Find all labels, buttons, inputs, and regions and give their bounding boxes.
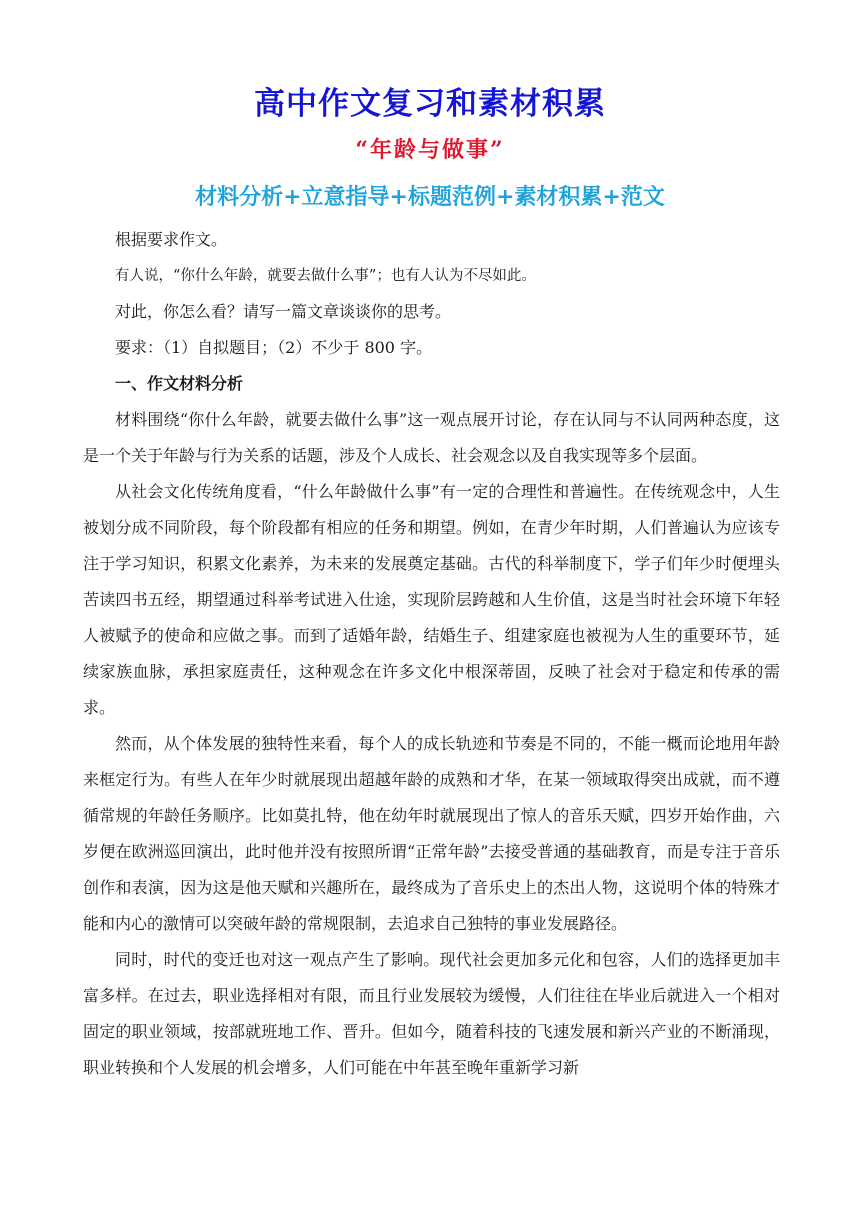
page-subtitle: “年龄与做事” bbox=[355, 137, 505, 163]
paragraph: 从社会文化传统角度看，“什么年龄做什么事”有一定的合理性和普遍性。在传统观念中，人生被划分成不同阶段，每个阶段都有相应的任务和期望。例如，在青少年时期，人们普遍认为应该专注于学习知识，积累文化素养，为未来的发展奠定基础。古代的科举制度下，学子们年少时便埋头苦读四书五经，期望通过科举考试进入仕途，实现阶层跨越和人生价值，这是当时社会环境下年轻人被赋予的使命和应做之事。而到了适婚年龄，结婚生子、组建家庭也被视为人生的重要环节，延续家族血脉，承担家庭责任，这种观念在许多文化中根深蒂固，反映了社会对于稳定和传承的需求。 bbox=[83, 482, 780, 717]
document-body bbox=[83, 222, 780, 1086]
paragraph: 同时，时代的变迁也对这一观点产生了影响。现代社会更加多元化和包容，人们的选择更加丰富多样。在过去，职业选择相对有限，而且行业发展较为缓慢，人们往往在毕业后就进入一个相对固定的职业领域，按部就班地工作、晋升。但如今，随着科技的飞速发展和新兴产业的不断涌现，职业转换和个人发展的机会增多，人们可能在中年甚至晚年重新学习新 bbox=[83, 950, 780, 1077]
section-heading: 一、作文材料分析 bbox=[115, 374, 244, 393]
prompt-line-4: 要求：（1）自拟题目；（2）不少于 800 字。 bbox=[115, 338, 433, 357]
prompt-line-2: 有人说，“你什么年龄，就要去做什么事”；也有人认为不尽如此。 bbox=[115, 268, 536, 284]
prompt-line-3: 对此，你怎么看？请写一篇文章谈谈你的思考。 bbox=[115, 302, 452, 321]
paragraph: 材料围绕“你什么年龄，就要去做什么事”这一观点展开讨论，存在认同与不认同两种态度，这是一个关于年龄与行为关系的话题，涉及个人成长、社会观念以及自我实现等多个层面。 bbox=[83, 410, 780, 465]
page-subtitle-sections: 材料分析+立意指导+标题范例+素材积累+范文 bbox=[195, 184, 665, 210]
prompt-line-1: 根据要求作文。 bbox=[115, 230, 228, 249]
paragraph: 然而，从个体发展的独特性来看，每个人的成长轨迹和节奏是不同的，不能一概而论地用年龄来框定行为。有些人在年少时就展现出超越年龄的成熟和才华，在某一领域取得突出成就，而不遵循常规的年龄任务顺序。比如莫扎特，他在幼年时就展现出了惊人的音乐天赋，四岁开始作曲，六岁便在欧洲巡回演出，此时他并没有按照所谓“正常年龄”去接受普通的基础教育，而是专注于音乐创作和表演，因为这是他天赋和兴趣所在，最终成为了音乐史上的杰出人物，这说明个体的特殊才能和内心的激情可以突破年龄的常规限制，去追求自己独特的事业发展路径。 bbox=[83, 734, 780, 933]
page-title: 高中作文复习和素材积累 bbox=[254, 86, 606, 122]
